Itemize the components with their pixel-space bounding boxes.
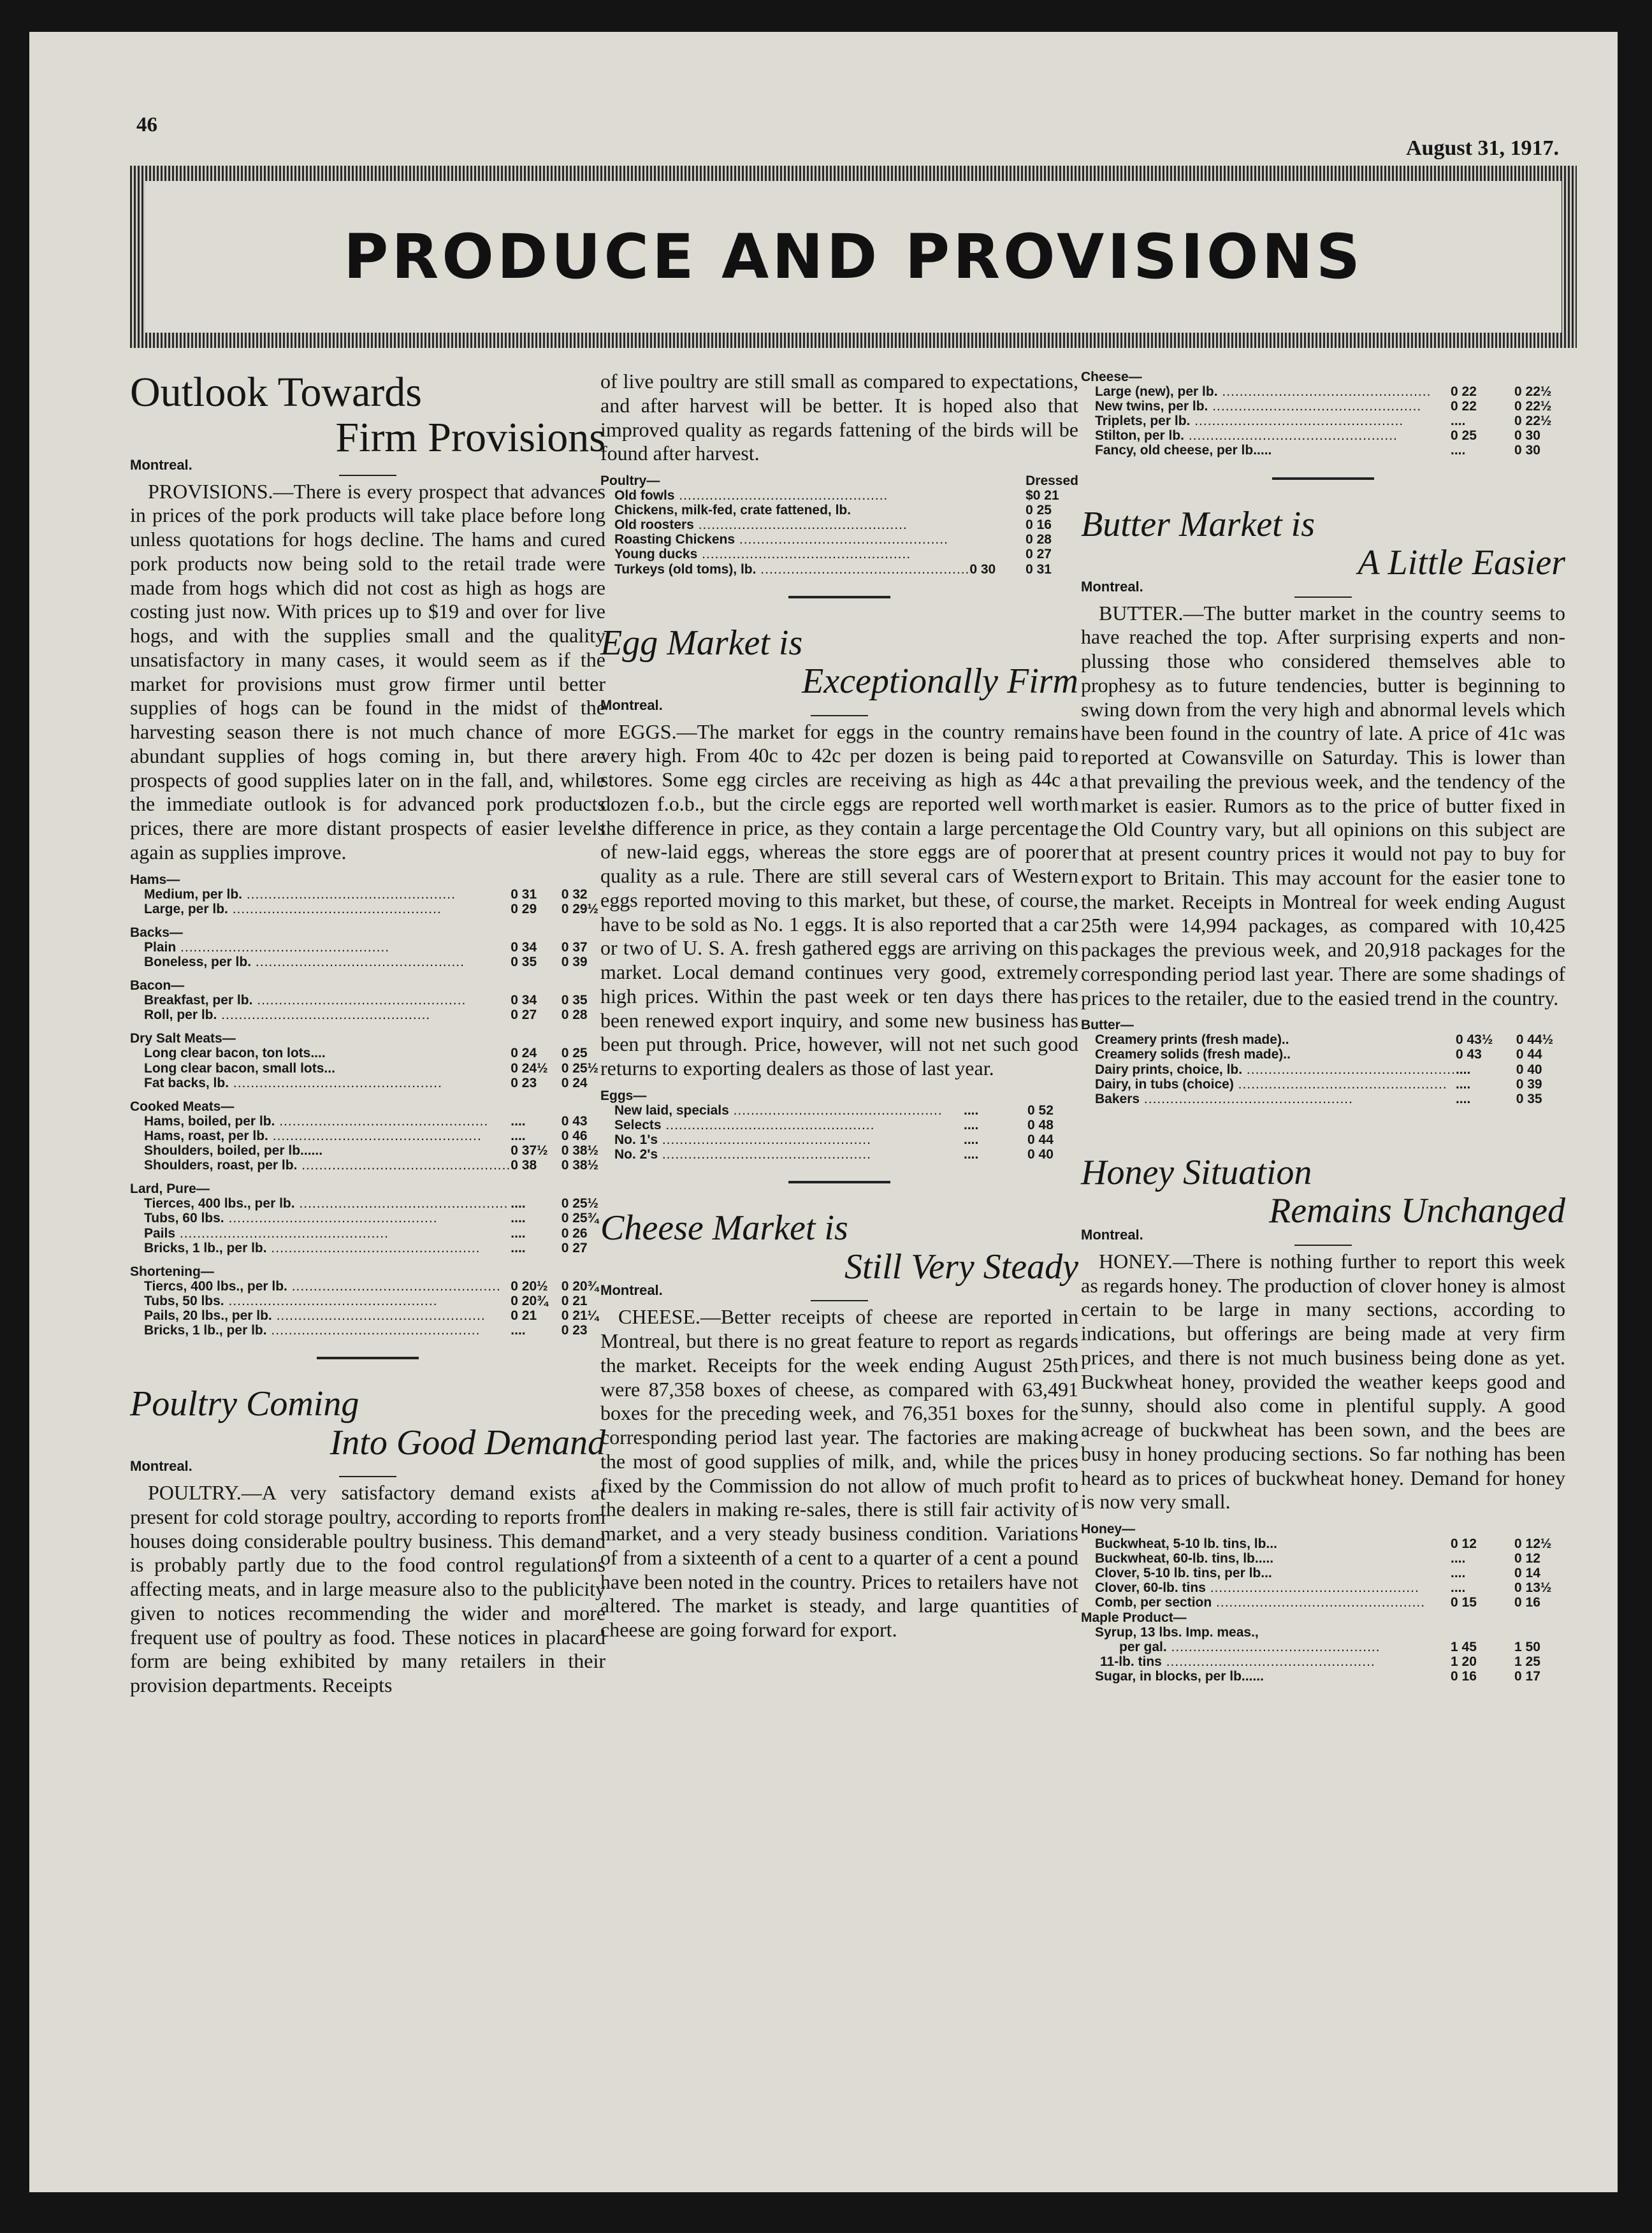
poultry-body: POULTRY.—A very satisfactory demand exists at present for cold storage poultry, according to reports from houses doing considerable poultry business. This demand is probably partly due to the food control regulations affecting meats, and in large measure also to the publicity given to notices recommending the wider and more frequent use of poultry as food. These notices in placard form are being exhibited by many retailers in their provision departments. Receipts bbox=[130, 1481, 605, 1697]
price-high: 0 12½ bbox=[1514, 1536, 1552, 1552]
price-high: 0 27 bbox=[561, 1240, 588, 1255]
item-label: Clover, 60-lb. tins ..... bbox=[1081, 1580, 1451, 1595]
price-low: .... bbox=[511, 1128, 526, 1143]
price-high: 0 39 bbox=[1516, 1076, 1542, 1092]
item-label: No. 1's ..... bbox=[600, 1132, 964, 1147]
price-high: 0 25½ bbox=[561, 1060, 599, 1076]
cheese-heading bbox=[600, 1209, 1078, 1286]
price-row bbox=[1081, 414, 1565, 428]
butter-price-table bbox=[1081, 1018, 1565, 1106]
price-low: .... bbox=[964, 1102, 979, 1118]
item-label: Dairy, in tubs (choice) ..... bbox=[1081, 1077, 1456, 1092]
price-row bbox=[1081, 1595, 1565, 1610]
item-label: per gal. ..... bbox=[1081, 1640, 1451, 1654]
price-group bbox=[130, 1173, 605, 1196]
provisions-body: PROVISIONS.—There is every prospect that advances in prices of the pork products will take place before long unless quotations for hogs decline. The hams and cured pork products now being sold to the retail trade were made from hogs which did not cost as high as hogs are costing just now. With prices up to $19 and over for live hogs, and with the supplies small and the quality unsatisfactory in many cases, it would seem as if the market for provisions must grow firmer until better supplies of hogs can be found in the midst of the harvesting season there is not much chance of more abundant supplies of hogs coming in, but there are prospects of good supplies later on in the fall, and, while the immediate outlook is for advanced pork products prices, there are more distant prospects of easier levels again as supplies improve. bbox=[130, 479, 605, 864]
section-rule bbox=[1272, 477, 1374, 480]
price-high: 0 38½ bbox=[561, 1143, 599, 1159]
price-high: 0 26 bbox=[561, 1225, 588, 1241]
page-date: August 31, 1917. bbox=[1406, 136, 1559, 160]
butter-heading bbox=[1081, 505, 1565, 582]
price-low: 0 22 bbox=[1451, 399, 1477, 414]
price-low bbox=[969, 532, 1025, 547]
item-label: Roll, per lb. ..... bbox=[130, 1008, 511, 1022]
price-group bbox=[130, 872, 605, 887]
price-low: .... bbox=[511, 1113, 526, 1129]
price-low: .... bbox=[1451, 1566, 1466, 1581]
item-label: Creamery solids (fresh made).. bbox=[1095, 1047, 1291, 1062]
item-label: Tiercs, 400 lbs., per lb. ..... bbox=[130, 1279, 511, 1294]
price-high: 0 14 bbox=[1514, 1566, 1540, 1581]
item-label: New laid, specials ..... bbox=[600, 1103, 964, 1118]
section-rule bbox=[317, 1357, 419, 1359]
provisions-heading-line1: Outlook Towards bbox=[130, 369, 422, 416]
item-label: Fancy, old cheese, per lb..... bbox=[1095, 443, 1272, 458]
poultry-body-continued: of live poultry are still small as compared to expectations, and after harvest will be better. It is hoped also that improved quality as regards fattening of the birds will be found after harvest. bbox=[600, 370, 1078, 465]
item-label: New twins, per lb. ..... bbox=[1081, 399, 1451, 414]
price-row bbox=[1081, 1566, 1565, 1580]
price-row bbox=[130, 1114, 605, 1129]
item-label: Old fowls ..... bbox=[600, 488, 969, 503]
dateline-rule bbox=[339, 475, 396, 476]
price-low bbox=[969, 488, 1025, 503]
price-low: 0 24½ bbox=[511, 1060, 548, 1076]
item-label: Long clear bacon, ton lots.... bbox=[144, 1046, 326, 1061]
price-row bbox=[1081, 1092, 1565, 1106]
price-low: .... bbox=[1455, 1091, 1471, 1106]
item-label: Bricks, 1 lb., per lb. ..... bbox=[130, 1241, 511, 1255]
item-label: Selects ..... bbox=[600, 1118, 964, 1132]
price-low: 0 34 bbox=[511, 939, 537, 955]
honey-heading-line1: Honey Situation bbox=[1081, 1152, 1312, 1192]
item-label: Buckwheat, 60-lb. tins, lb..... bbox=[1095, 1551, 1274, 1566]
honey-heading-line2: Remains Unchanged bbox=[1268, 1191, 1565, 1231]
price-high: 0 25½ bbox=[561, 1196, 599, 1211]
price-high: 0 13½ bbox=[1514, 1580, 1552, 1596]
price-row bbox=[1081, 399, 1565, 414]
price-low: .... bbox=[1451, 1580, 1466, 1596]
cheese-heading-line2: Still Very Steady bbox=[844, 1247, 1078, 1287]
dateline-rule bbox=[339, 1476, 396, 1477]
eggs-heading-line2: Exceptionally Firm bbox=[802, 661, 1078, 702]
column-middle bbox=[600, 370, 1078, 1642]
price-row bbox=[600, 1103, 1078, 1118]
price-row bbox=[130, 1129, 605, 1143]
price-low: 0 43½ bbox=[1455, 1032, 1493, 1048]
item-label: No. 2's ..... bbox=[600, 1147, 964, 1162]
price-row bbox=[130, 1279, 605, 1294]
group-label: Butter— bbox=[1081, 1018, 1134, 1033]
price-high: 0 40 bbox=[1027, 1147, 1054, 1162]
price-high: 0 28 bbox=[561, 1008, 588, 1023]
item-label: Old roosters ..... bbox=[600, 517, 969, 532]
price-row bbox=[130, 1076, 605, 1090]
price-high: 0 12 bbox=[1514, 1551, 1540, 1566]
price-row bbox=[600, 562, 1078, 577]
group-label: Bacon— bbox=[130, 978, 185, 994]
price-low: 0 15 bbox=[1451, 1595, 1477, 1610]
item-label: Fat backs, lb. ..... bbox=[130, 1076, 511, 1090]
price-low: 0 12 bbox=[1451, 1536, 1477, 1552]
group-label: Honey— bbox=[1081, 1522, 1136, 1536]
price-low: 0 25 bbox=[1451, 428, 1477, 444]
item-label: Tierces, 400 lbs., per lb. ..... bbox=[130, 1196, 511, 1211]
provisions-heading bbox=[130, 370, 605, 461]
price-low: .... bbox=[1455, 1076, 1471, 1092]
price-row bbox=[1081, 1032, 1565, 1047]
price-row bbox=[1081, 428, 1565, 443]
price-row bbox=[1081, 1077, 1565, 1092]
item-label: Clover, 5-10 lb. tins, per lb... bbox=[1095, 1566, 1272, 1581]
dateline-rule bbox=[1294, 596, 1352, 598]
section-banner bbox=[130, 166, 1577, 348]
price-row bbox=[1081, 1062, 1565, 1077]
price-high: 0 35 bbox=[561, 993, 588, 1008]
honey-dateline: Montreal. bbox=[1081, 1226, 1143, 1243]
item-label: Tubs, 50 lbs. ..... bbox=[130, 1294, 511, 1308]
price-row bbox=[130, 1211, 605, 1225]
item-label: Syrup, 13 lbs. Imp. meas., bbox=[1095, 1624, 1259, 1640]
item-label: Medium, per lb. ..... bbox=[130, 887, 511, 902]
price-row bbox=[600, 1147, 1078, 1162]
eggs-price-table bbox=[600, 1088, 1078, 1162]
price-high: 0 30 bbox=[1514, 428, 1540, 444]
dateline-rule bbox=[811, 715, 868, 716]
item-label: Comb, per section ..... bbox=[1081, 1595, 1451, 1610]
butter-body: BUTTER.—The butter market in the country seems to have reached the top. After surprising experts and non-plussing those who considered themselves able to prophesy as to future tendencies, butter is beginning to swing down from the very high and abnormal levels which have been found in the country of late. A price of 41c was reported at Cowansville on Saturday. This is lower than that prevailing the previous week, and the tendency of the market is easier. Rumors as to the price of butter fixed in the Old Country vary, but all opinions on this subject are that at present country prices it would not pay to buy for export to Britain. This may account for the easier tone to the market. Receipts in Montreal for week ending August 25th were 14,994 packages, as compared with 10,425 packages the previous week, and 20,918 packages for the corresponding period last year. There are some shadings of prices to the retailer, due to the easied trend in the country. bbox=[1081, 601, 1565, 1009]
price-low: .... bbox=[511, 1323, 526, 1338]
price-high: 0 29½ bbox=[561, 901, 599, 916]
price-low bbox=[969, 503, 1025, 517]
poultry-price-table bbox=[600, 473, 1078, 577]
price-low: .... bbox=[1455, 1062, 1471, 1077]
item-label: Buckwheat, 5-10 lb. tins, lb... bbox=[1095, 1536, 1277, 1552]
magazine-page bbox=[29, 32, 1618, 2192]
price-high: 0 32 bbox=[561, 886, 588, 902]
cheese-dateline: Montreal. bbox=[600, 1282, 663, 1299]
item-label: Sugar, in blocks, per lb...... bbox=[1095, 1668, 1264, 1684]
price-high: 0 52 bbox=[1027, 1102, 1054, 1118]
provisions-price-table bbox=[130, 872, 605, 1338]
column-label: Dressed bbox=[1025, 473, 1078, 488]
price-high: 0 44 bbox=[1516, 1047, 1542, 1062]
item-label: Long clear bacon, small lots... bbox=[144, 1060, 335, 1076]
price-row bbox=[130, 1226, 605, 1241]
column-left bbox=[130, 370, 605, 1698]
price-low: 0 35 bbox=[511, 955, 537, 969]
price-high: 0 20¾ bbox=[561, 1278, 599, 1294]
group-label: Lard, Pure— bbox=[130, 1182, 210, 1197]
item-label: Turkeys (old toms), lb. ..... bbox=[600, 562, 969, 577]
price-high: 0 46 bbox=[561, 1128, 588, 1143]
group-label: Shortening— bbox=[130, 1264, 214, 1279]
price-low: .... bbox=[511, 1225, 526, 1241]
price-low: 0 29 bbox=[511, 901, 537, 916]
price-group bbox=[600, 1088, 1078, 1103]
butter-heading-line1: Butter Market is bbox=[1081, 504, 1315, 544]
price-row bbox=[600, 488, 1078, 503]
price-row bbox=[130, 1294, 605, 1308]
price-row bbox=[130, 1158, 605, 1173]
price-row bbox=[1081, 1669, 1565, 1684]
price-group bbox=[130, 1255, 605, 1279]
price-low: 0 37½ bbox=[511, 1143, 548, 1159]
price-low: 0 24 bbox=[511, 1046, 537, 1061]
dateline-rule bbox=[1294, 1245, 1352, 1246]
price-group bbox=[1081, 370, 1565, 384]
price-high: 0 16 bbox=[1025, 517, 1052, 533]
price-high: $0 21 bbox=[1025, 488, 1059, 503]
item-label: Dairy prints, choice, lb. ..... bbox=[1081, 1062, 1456, 1077]
price-row bbox=[600, 503, 1078, 517]
price-low: 1 20 bbox=[1451, 1654, 1477, 1669]
price-group bbox=[130, 916, 605, 940]
group-label: Cheese— bbox=[1081, 370, 1142, 384]
price-row bbox=[600, 1132, 1078, 1147]
price-low: 0 30 bbox=[969, 561, 996, 577]
price-high: 0 25¾ bbox=[561, 1211, 599, 1226]
section-rule bbox=[788, 1181, 890, 1183]
provisions-heading-line2: Firm Provisions bbox=[335, 414, 605, 461]
price-low: 1 45 bbox=[1451, 1639, 1477, 1654]
item-label: Stilton, per lb. ..... bbox=[1081, 428, 1451, 443]
price-low: 0 22 bbox=[1451, 384, 1477, 400]
price-high: 0 17 bbox=[1514, 1668, 1540, 1684]
item-label: Triplets, per lb. ..... bbox=[1081, 414, 1451, 428]
price-group bbox=[600, 473, 1078, 488]
item-label: Pails, 20 lbs., per lb. ..... bbox=[130, 1308, 511, 1323]
price-low: .... bbox=[1451, 443, 1466, 458]
price-group bbox=[1081, 1610, 1565, 1625]
provisions-dateline: Montreal. bbox=[130, 456, 192, 473]
price-group bbox=[130, 1022, 605, 1046]
price-low: .... bbox=[1451, 414, 1466, 429]
butter-dateline: Montreal. bbox=[1081, 578, 1143, 595]
item-label: Bricks, 1 lb., per lb. ..... bbox=[130, 1323, 511, 1338]
price-low: 0 21 bbox=[511, 1308, 537, 1323]
item-label: Breakfast, per lb. ..... bbox=[130, 993, 511, 1008]
group-label: Eggs— bbox=[600, 1088, 647, 1103]
cheese-price-table bbox=[1081, 370, 1565, 458]
banner-inner bbox=[145, 181, 1561, 333]
item-label: Large (new), per lb. ..... bbox=[1081, 384, 1451, 399]
price-low: 0 38 bbox=[511, 1158, 537, 1173]
price-high: 0 39 bbox=[561, 955, 588, 969]
item-label: Boneless, per lb. ..... bbox=[130, 955, 511, 969]
poultry-heading bbox=[130, 1385, 605, 1462]
price-group bbox=[130, 969, 605, 993]
price-low: 0 27 bbox=[511, 1008, 537, 1023]
price-row bbox=[1081, 1625, 1565, 1640]
section-rule bbox=[788, 596, 890, 598]
price-row bbox=[130, 940, 605, 955]
price-row bbox=[600, 517, 1078, 532]
item-label: Young ducks ..... bbox=[600, 547, 969, 561]
group-label: Dry Salt Meats— bbox=[130, 1031, 236, 1046]
price-row bbox=[130, 993, 605, 1008]
price-high: 0 43 bbox=[561, 1113, 588, 1129]
price-row bbox=[1081, 384, 1565, 399]
item-label: Shoulders, roast, per lb. ..... bbox=[130, 1158, 511, 1173]
poultry-heading-line2: Into Good Demand bbox=[330, 1422, 605, 1463]
group-label: Cooked Meats— bbox=[130, 1099, 235, 1114]
page-number: 46 bbox=[136, 113, 157, 136]
price-high: 0 30 bbox=[1514, 443, 1540, 458]
price-row bbox=[130, 1323, 605, 1338]
price-row bbox=[130, 1061, 605, 1076]
group-label: Hams— bbox=[130, 872, 180, 887]
price-high: 0 21 bbox=[561, 1293, 588, 1308]
honey-body: HONEY.—There is nothing further to report this week as regards honey. The production of clover honey is almost certain to be large in many sections, according to indications, but offerings are being made at very firm prices, and there is not much business being done as yet. Buckwheat honey, provided the weather keeps good and sunny, should also come in plentiful supply. A good acreage of buckwheat has been sown, and the bees are busy in honey producing sections. So far nothing has been heard as to prices of buckwheat honey. Demand for honey is now very small. bbox=[1081, 1249, 1565, 1514]
price-row bbox=[130, 1241, 605, 1255]
honey-price-table bbox=[1081, 1522, 1565, 1684]
item-label: Hams, roast, per lb. ..... bbox=[130, 1129, 511, 1143]
butter-heading-line2: A Little Easier bbox=[1358, 543, 1565, 583]
price-low: 0 43 bbox=[1455, 1047, 1482, 1062]
price-low: .... bbox=[964, 1118, 979, 1133]
poultry-dateline: Montreal. bbox=[130, 1458, 192, 1475]
price-row bbox=[1081, 1640, 1565, 1654]
price-low: .... bbox=[511, 1196, 526, 1211]
price-row bbox=[130, 1046, 605, 1060]
price-high: 0 31 bbox=[1025, 561, 1052, 577]
price-high: 0 22½ bbox=[1514, 399, 1552, 414]
item-label: Large, per lb. ..... bbox=[130, 902, 511, 916]
price-row bbox=[130, 1008, 605, 1022]
price-row bbox=[130, 955, 605, 969]
price-row bbox=[1081, 443, 1565, 458]
price-row bbox=[1081, 1551, 1565, 1566]
cheese-heading-line1: Cheese Market is bbox=[600, 1208, 848, 1248]
price-high: 1 50 bbox=[1514, 1639, 1540, 1654]
price-low: .... bbox=[964, 1147, 979, 1162]
price-low: .... bbox=[1451, 1551, 1466, 1566]
price-row bbox=[1081, 1580, 1565, 1595]
item-label: Shoulders, boiled, per lb...... bbox=[144, 1143, 323, 1159]
price-row bbox=[130, 1143, 605, 1158]
price-high: 0 37 bbox=[561, 939, 588, 955]
eggs-heading bbox=[600, 624, 1078, 701]
price-low bbox=[1451, 1625, 1514, 1640]
price-group bbox=[1081, 1522, 1565, 1536]
price-row bbox=[1081, 1536, 1565, 1551]
group-label: Poultry— bbox=[600, 473, 660, 488]
group-label: Backs— bbox=[130, 925, 183, 940]
price-high: 0 44 bbox=[1027, 1132, 1054, 1148]
item-label: Creamery prints (fresh made).. bbox=[1095, 1032, 1289, 1048]
eggs-body: EGGS.—The market for eggs in the country remains very high. From 40c to 42c per dozen is being paid to stores. Some egg circles are receiving as high as 44c a dozen f.o.b., but the circle eggs are reported well worth the difference in price, as they contain a large percentage of new-laid eggs, whereas the store eggs are of poorer quality as a rule. There are still several cars of Western eggs reported moving to this market, but these, of course, have to be sold as No. 1 eggs. It is also reported that a car or two of U. S. A. fresh gathered eggs are arriving on this market. Local demand continues very good, extremely high prices. Within the past week or ten days there has been renewed export inquiry, and some new business has been put through. Price, however, will not net such good returns to exporting dealers as those of last year. bbox=[600, 719, 1078, 1080]
price-high: 0 25 bbox=[561, 1046, 588, 1061]
price-row bbox=[130, 1196, 605, 1211]
item-label: Plain ..... bbox=[130, 940, 511, 955]
price-low bbox=[969, 517, 1025, 532]
price-group bbox=[130, 1090, 605, 1114]
poultry-heading-line1: Poultry Coming bbox=[130, 1384, 359, 1424]
price-high: 0 38½ bbox=[561, 1158, 599, 1173]
eggs-heading-line1: Egg Market is bbox=[600, 623, 803, 663]
price-row bbox=[600, 547, 1078, 561]
price-row bbox=[600, 532, 1078, 547]
price-high: 0 22½ bbox=[1514, 414, 1552, 429]
item-label: Pails ..... bbox=[130, 1226, 511, 1241]
price-row bbox=[600, 1118, 1078, 1132]
price-high: 0 24 bbox=[561, 1075, 588, 1090]
price-low: 0 20½ bbox=[511, 1278, 548, 1294]
item-label: Bakers ..... bbox=[1081, 1092, 1456, 1106]
item-label: Tubs, 60 lbs. ..... bbox=[130, 1211, 511, 1225]
price-high: 0 21¼ bbox=[561, 1308, 599, 1323]
price-low: 0 23 bbox=[511, 1075, 537, 1090]
price-row bbox=[1081, 1047, 1565, 1062]
cheese-body: CHEESE.—Better receipts of cheese are reported in Montreal, but there is no great feature to report as regards the market. Receipts for the week ending August 25th were 87,358 boxes of cheese, as compared with 63,491 boxes for the preceding week, and 76,351 boxes for the corresponding period last year. The factories are making the most of good supplies of milk, and, while the prices fixed by the Commission do not allow of much profit to the dealers in making re-sales, there is still fair activity of market, and a very steady business condition. Variations of from a sixteenth of a cent to a quarter of a cent a pound have been noted in the country. Prices to retailers have not altered. The market is steady, and large quantities of cheese are going forward for export. bbox=[600, 1305, 1078, 1641]
group-label: Maple Product— bbox=[1081, 1610, 1187, 1625]
price-row bbox=[130, 902, 605, 916]
price-high: 0 48 bbox=[1027, 1118, 1054, 1133]
price-low: .... bbox=[511, 1240, 526, 1255]
price-row bbox=[130, 887, 605, 902]
price-low: .... bbox=[964, 1132, 979, 1148]
banner-title: PRODUCE AND PROVISIONS bbox=[343, 221, 1363, 293]
price-high: 1 25 bbox=[1514, 1654, 1540, 1669]
price-high bbox=[1514, 1625, 1565, 1640]
price-high: 0 23 bbox=[561, 1323, 588, 1338]
price-high: 0 25 bbox=[1025, 503, 1052, 518]
item-label: Roasting Chickens ..... bbox=[600, 532, 969, 547]
price-row bbox=[130, 1308, 605, 1323]
price-low: .... bbox=[511, 1211, 526, 1226]
price-high: 0 28 bbox=[1025, 532, 1052, 547]
price-high: 0 44½ bbox=[1516, 1032, 1554, 1048]
item-label: Hams, boiled, per lb. ..... bbox=[130, 1114, 511, 1129]
eggs-dateline: Montreal. bbox=[600, 697, 663, 713]
price-high: 0 40 bbox=[1516, 1062, 1542, 1077]
price-low bbox=[969, 547, 1025, 561]
price-low: 0 20¾ bbox=[511, 1293, 548, 1308]
price-group bbox=[1081, 1018, 1565, 1032]
price-low: 0 34 bbox=[511, 993, 537, 1008]
honey-heading bbox=[1081, 1153, 1565, 1231]
dateline-rule bbox=[811, 1300, 868, 1301]
price-row bbox=[1081, 1654, 1565, 1669]
price-high: 0 35 bbox=[1516, 1091, 1542, 1106]
price-high: 0 16 bbox=[1514, 1595, 1540, 1610]
item-label: 11-lb. tins ..... bbox=[1081, 1654, 1451, 1669]
price-high: 0 27 bbox=[1025, 547, 1052, 562]
column-right bbox=[1081, 370, 1565, 1684]
price-high: 0 22½ bbox=[1514, 384, 1552, 400]
price-low: 0 31 bbox=[511, 886, 537, 902]
item-label: Chickens, milk-fed, crate fattened, lb. bbox=[614, 503, 851, 518]
price-low: 0 16 bbox=[1451, 1668, 1477, 1684]
